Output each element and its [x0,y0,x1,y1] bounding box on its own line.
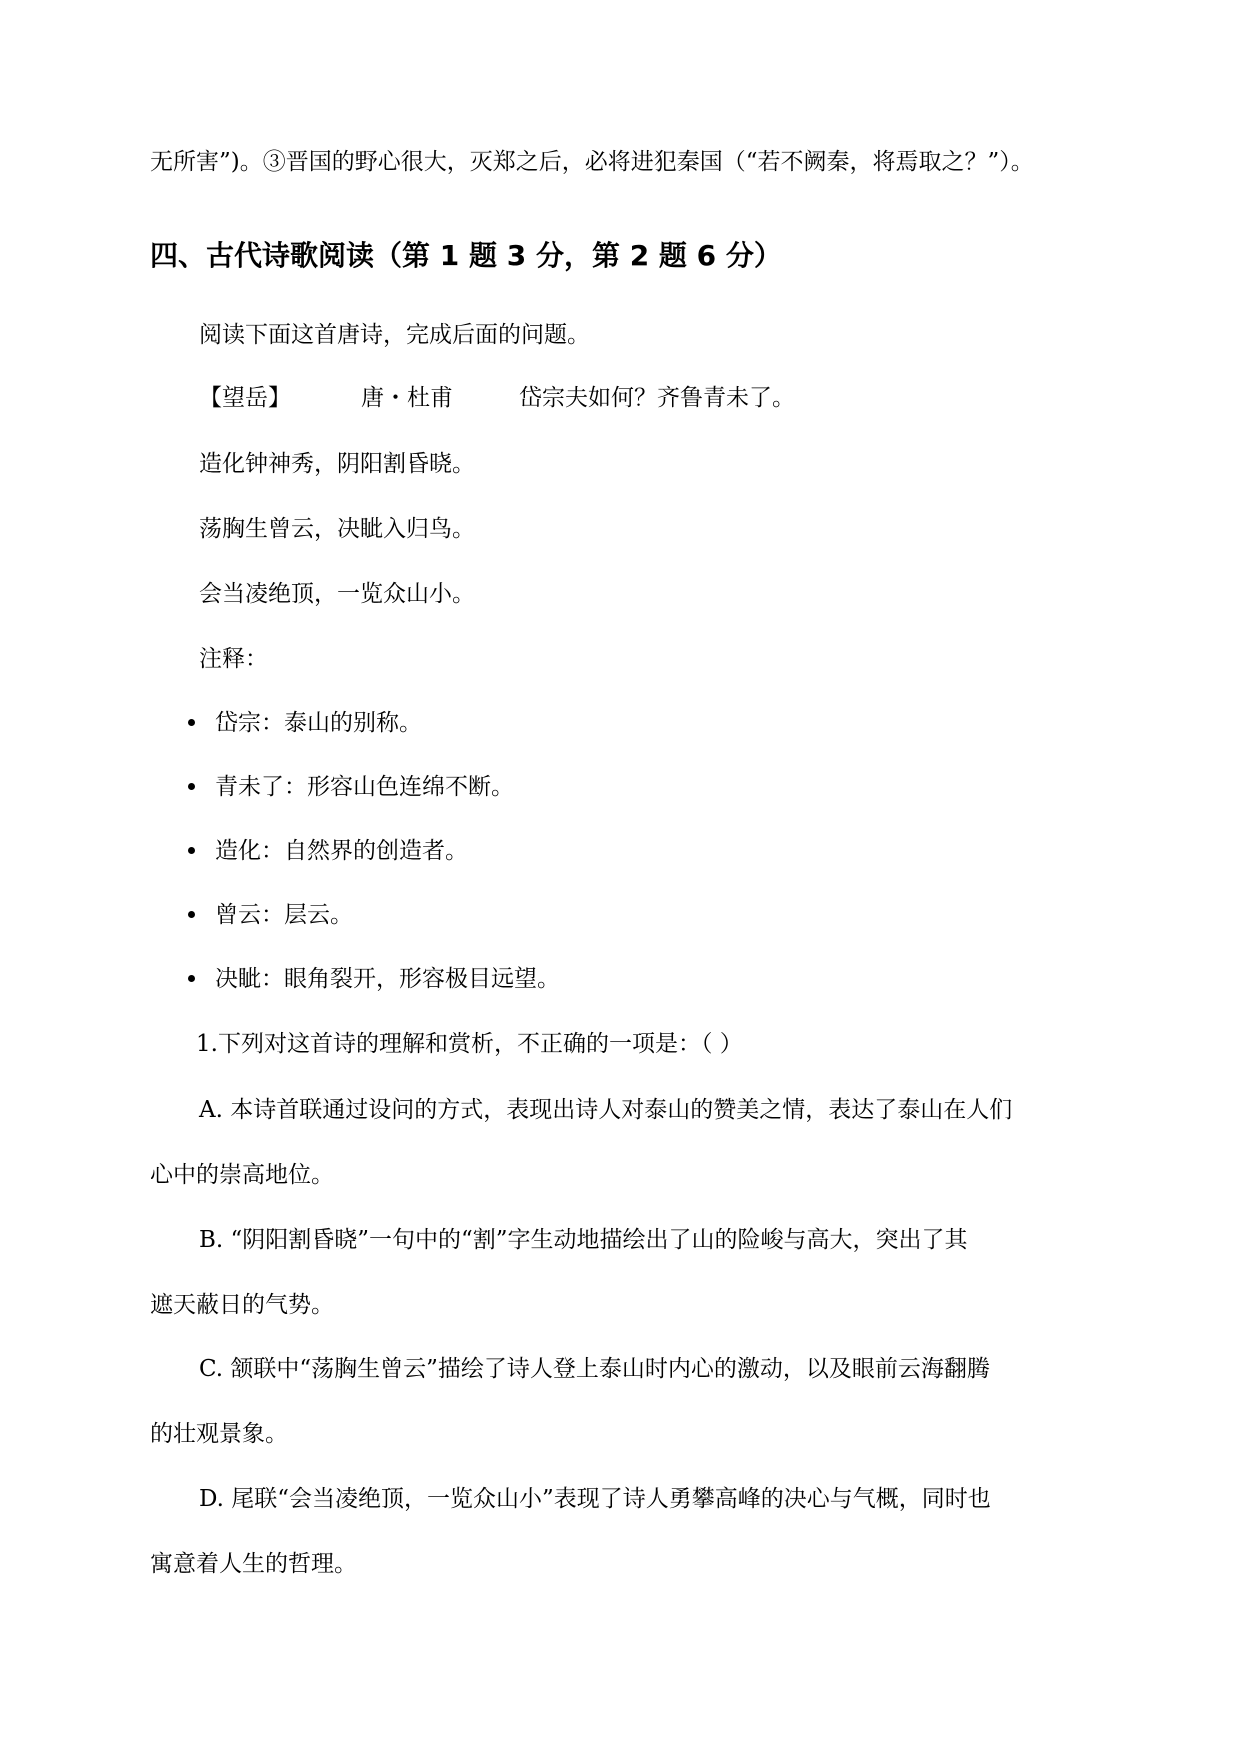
poem-line-4: 会当凌绝顶，一览众山小。 [199,581,475,607]
poem-header-line [199,383,795,413]
question-1-stem: 1.下列对这首诗的理解和赏析，不正确的一项是：（ ） [196,1031,743,1057]
option-d-line-1: D. 尾联“会当凌绝顶，一览众山小”表现了诗人勇攀高峰的决心与气概，同时也 [199,1486,991,1512]
option-c-line-1: C. 颔联中“荡胸生曾云”描绘了诗人登上泰山时内心的激动，以及眼前云海翻腾 [199,1356,990,1382]
bullet-icon [188,911,195,918]
option-a-line-2: 心中的崇高地位。 [150,1162,334,1188]
bullet-icon [188,783,195,790]
note-item: 造化：自然界的创造者。 [188,836,468,866]
note-item: 决眦：眼角裂开，形容极目远望。 [188,964,560,994]
option-b-line-2: 遮天蔽日的气势。 [150,1292,334,1318]
poem-title: 【望岳】 [199,385,291,411]
bullet-icon [188,719,195,726]
poem-line-3: 荡胸生曾云，决眦入归鸟。 [199,516,475,542]
poem-author: 唐・杜甫 [361,385,453,411]
option-a-line-1: A. 本诗首联通过设问的方式，表现出诗人对泰山的赞美之情，表达了泰山在人们 [199,1097,1013,1123]
instruction-text: 阅读下面这首唐诗，完成后面的问题。 [199,322,590,348]
bullet-icon [188,975,195,982]
option-d-line-2: 寓意着人生的哲理。 [150,1551,357,1577]
poem-line-2: 造化钟神秀，阴阳割昏晓。 [199,451,475,477]
poem-line-1: 岱宗夫如何？齐鲁青未了。 [519,385,795,411]
notes-label: 注释： [199,646,268,672]
section-heading: 四、古代诗歌阅读（第 1 题 3 分，第 2 题 6 分） [150,239,782,272]
continuation-text: 无所害”)。③晋国的野心很大，灭郑之后，必将进犯秦国（“若不阙秦，将焉取之？”）。 [150,149,1034,175]
option-b-line-1: B. “阴阳割昏晓”一句中的“割”字生动地描绘出了山的险峻与高大，突出了其 [199,1227,968,1253]
note-item: 青未了：形容山色连绵不断。 [188,772,514,802]
note-item: 曾云：层云。 [188,900,353,930]
option-c-line-2: 的壮观景象。 [150,1421,288,1447]
bullet-icon [188,847,195,854]
note-item: 岱宗：泰山的别称。 [188,708,422,738]
